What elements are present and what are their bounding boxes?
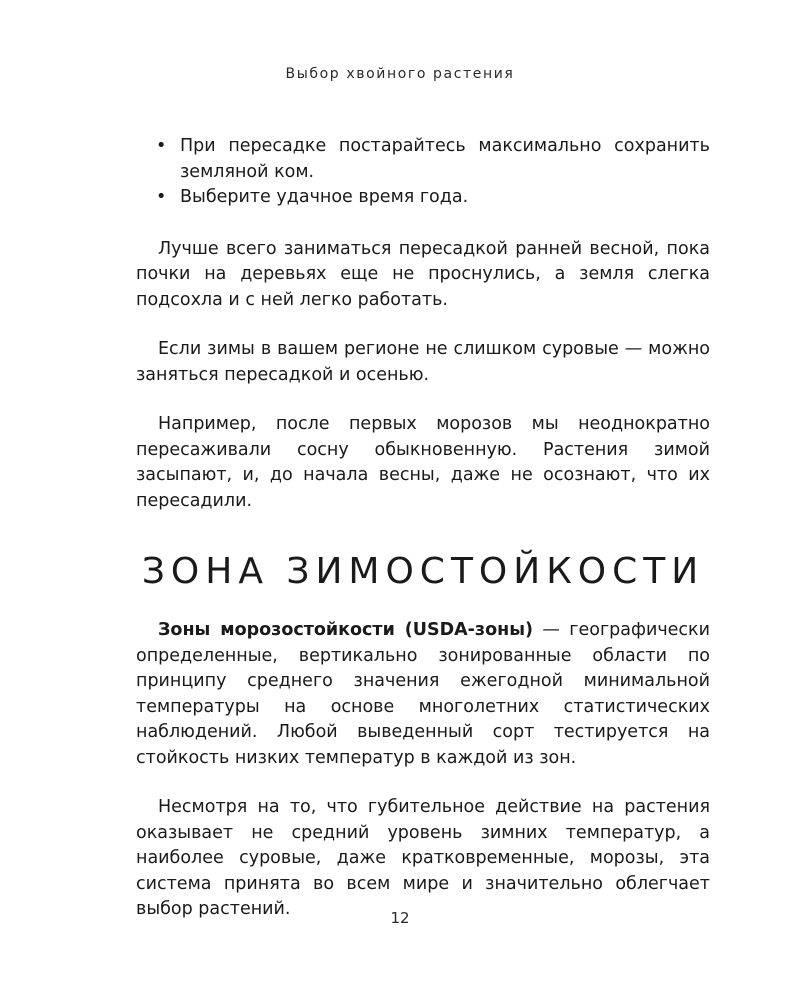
page-body (136, 134, 710, 923)
list-item (136, 185, 710, 211)
definition-paragraph (136, 618, 710, 771)
paragraph: Если зимы в вашем регионе не слишком суровые — можно заняться пересадкой и осенью. (136, 339, 710, 385)
list-item (136, 134, 710, 185)
section-heading: ЗОНА ЗИМОСТОЙКОСТИ (141, 551, 705, 592)
definition-text: — географически определенные, вертикально зонированные области по принципу среднего значения ежегодной минимальной температуры на основе многолетних статистических наблюдений. Любой выведенный сорт тестируется на стойкость низких температур в каждой из зон. (136, 620, 710, 768)
paragraph: Несмотря на то, что губительное действие на растения оказывает не средний уровень зимних температур, а наиболее суровые, даже кратковременные, морозы, эта система принята во всем мире и значительно облегчает выбор растений. (136, 797, 710, 919)
paragraph: Например, после первых морозов мы неоднократно пересаживали сосну обыкновенную. Растения зимой засыпают, и, до начала весны, даже не осознают, что их пересадили. (136, 414, 710, 511)
page-number: 12 (390, 909, 410, 927)
bullet-icon: • (156, 187, 167, 207)
list-item-text: Выберите удачное время года. (180, 187, 469, 207)
paragraph: Лучше всего заниматься пересадкой ранней весной, пока почки на деревьях еще не проснулись, а земля слегка подсохла и с ней легко работать. (136, 238, 710, 310)
running-header: Выбор хвойного растения (285, 66, 515, 82)
bullet-icon: • (156, 136, 167, 156)
tips-list (136, 134, 710, 211)
definition-term: Зоны морозостойкости (USDA-зоны) (158, 620, 534, 640)
list-item-text: При пересадке постарайтесь максимально сохранить земляной ком. (180, 136, 710, 182)
